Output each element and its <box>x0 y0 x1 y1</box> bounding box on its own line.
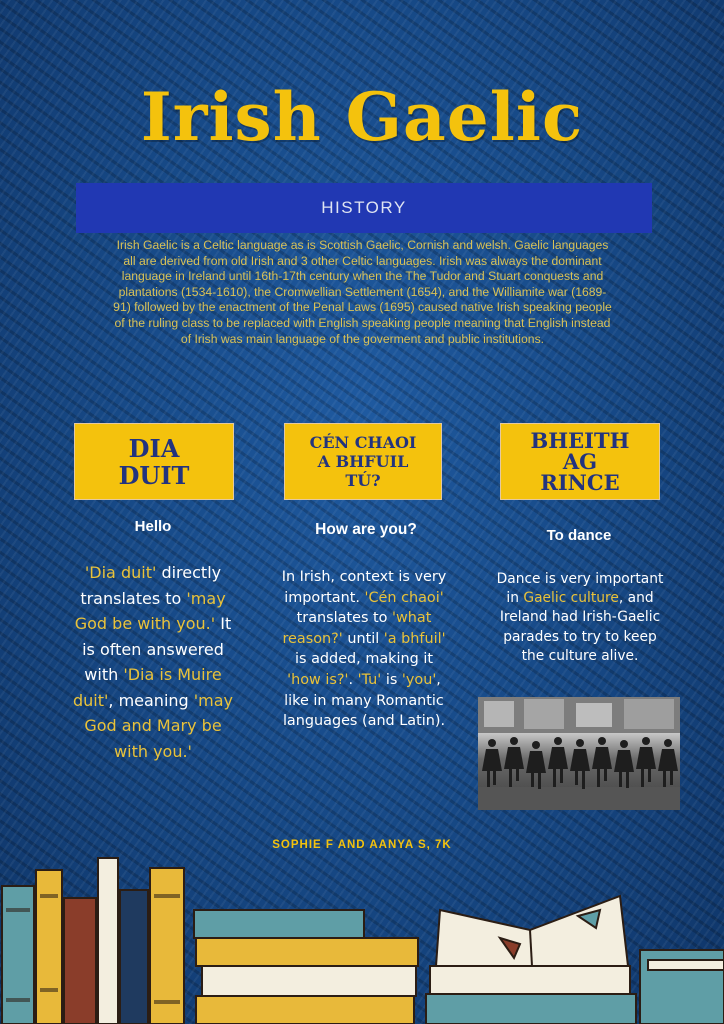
body-text: , meaning <box>108 690 194 710</box>
highlight-text: 'what reason?' <box>282 610 432 647</box>
phrase-box-bheith-ag-rince <box>500 423 660 500</box>
phrase-explanation-rince <box>490 570 670 666</box>
body-text: directly translates to <box>80 563 222 608</box>
dance-parade-photo <box>478 697 680 810</box>
body-text: Dance is very important in <box>496 571 664 607</box>
page-title: Irish Gaelic <box>140 78 584 156</box>
body-text: until <box>342 630 384 647</box>
phrase-explanation-cen-chaoi <box>278 567 450 732</box>
phrase-line: A BHFUIL <box>317 452 409 471</box>
body-text: In Irish, context is very important. <box>281 569 447 606</box>
phrase-meaning-how-are-you: How are you? <box>315 521 417 538</box>
highlight-text: 'may God and Mary be with you.' <box>84 690 234 761</box>
phrase-line: RINCE <box>540 470 620 495</box>
body-text: , and Ireland had Irish-Gaelic parades to try to keep the culture alive. <box>499 590 661 664</box>
highlight-text: 'Tu' <box>357 671 382 688</box>
phrase-line: DUIT <box>118 460 190 490</box>
highlight-text: 'may God be with you.' <box>74 588 226 633</box>
body-text: is <box>381 671 402 688</box>
phrase-line: AG <box>562 449 598 474</box>
highlight-text: 'Cén chaoi' <box>364 589 444 606</box>
phrase-box-cen-chaoi <box>284 423 442 500</box>
phrase-explanation-dia-duit <box>68 560 238 764</box>
phrase-meaning-hello: Hello <box>134 518 172 535</box>
highlight-text: Gaelic culture <box>523 590 619 607</box>
body-text: . <box>348 671 358 688</box>
phrase-line: TÚ? <box>345 471 381 490</box>
phrase-meaning-to-dance: To dance <box>546 527 612 544</box>
phrase-line: BHEITH <box>530 428 630 453</box>
body-text: is added, making it <box>295 651 433 668</box>
books-illustration <box>0 838 724 1024</box>
highlight-text: 'Dia is Muire duit' <box>72 665 222 710</box>
body-text: , like in many Romantic languages (and Latin). <box>282 671 446 730</box>
history-heading: HISTORY <box>321 198 407 217</box>
author-credits: SOPHIE F AND AANYA S, 7K <box>272 839 452 851</box>
history-paragraph: Irish Gaelic is a Celtic language as is Scottish Gaelic, Cornish and welsh. Gaelic languages all are derived from old Irish and 3 other Celtic languages. Irish was always the dominant language in Ireland until 16th-17th century when the The Tudor and Stuart conquests and plantations (1534-1610), the Cromwellian Settlement (1654), and the Williamite war (1689-91) followed by the enactment of the Penal Laws (1695) caused native Irish speaking people of the ruling class to be replaced with English speaking people meaning that English instead of Irish was main language of the goverment and public institutions. <box>113 238 612 346</box>
highlight-text: 'you' <box>401 671 437 688</box>
history-heading-bar <box>76 183 652 233</box>
phrase-line: CÉN CHAOI <box>309 433 417 452</box>
highlight-text: 'how is?' <box>287 671 349 688</box>
body-text: translates to <box>296 610 393 627</box>
highlight-text: 'a bhfuil' <box>383 630 446 647</box>
phrase-box-dia-duit <box>74 423 234 500</box>
highlight-text: 'Dia duit' <box>84 563 157 582</box>
phrase-line: DIA <box>128 433 180 463</box>
body-text: It is often answered with <box>82 614 232 684</box>
